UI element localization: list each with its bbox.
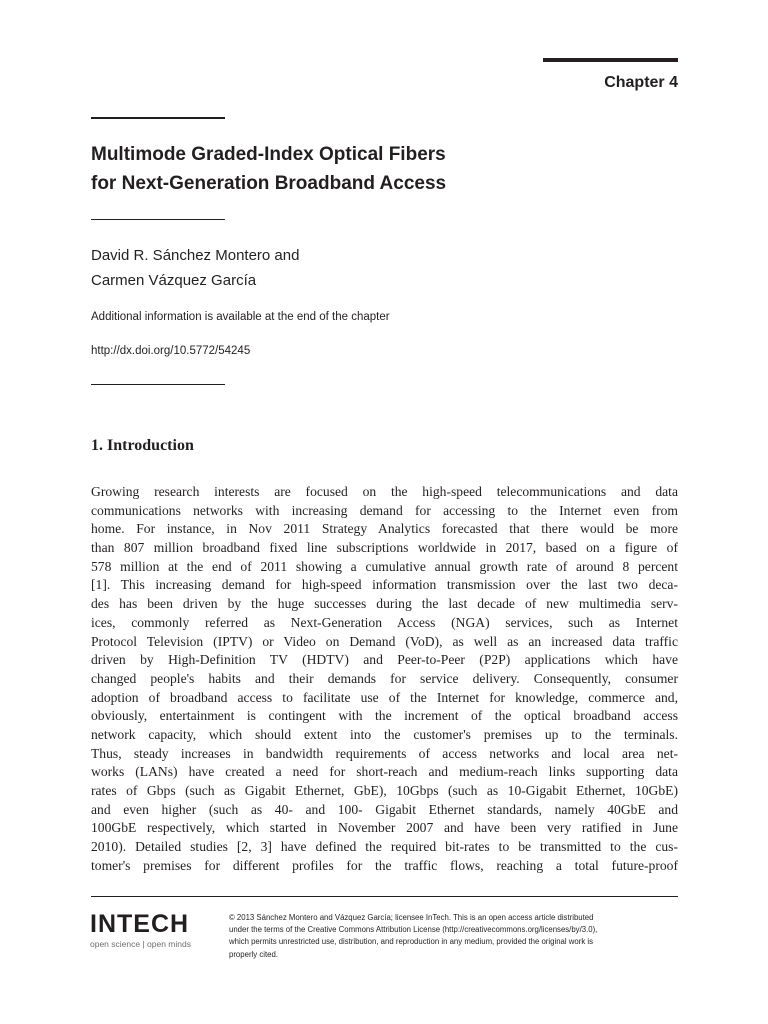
author-line-1: David R. Sánchez Montero and	[91, 247, 300, 264]
header-rule	[543, 58, 678, 62]
body-line: [1]. This increasing demand for high-speed information transmission over the last two deca‐	[91, 577, 678, 593]
doi-link[interactable]: http://dx.doi.org/10.5772/54245	[91, 345, 251, 357]
body-line: Thus, steady increases in bandwidth requirements of access networks and local area net‐	[91, 745, 678, 761]
body-line: changed people's habits and their demands for service delivery. Consequently, consumer	[91, 670, 678, 686]
body-line: works (LANs) have created a need for short-reach and medium-reach links supporting data	[91, 764, 678, 780]
author-line-2: Carmen Vázquez García	[91, 272, 257, 289]
body-line: network capacity, which should extent into the customer's premises up to the terminals.	[91, 726, 678, 742]
body-text	[91, 483, 678, 875]
license-text	[229, 912, 674, 961]
license-line: © 2013 Sánchez Montero and Vázquez García; licensee InTech. This is an open access article distributed	[229, 913, 594, 922]
body-line: than 807 million broadband fixed line subscriptions worldwide in 2017, based on a figure of	[91, 540, 678, 556]
body-line: 2010). Detailed studies [2, 3] have defined the required bit-rates to be transmitted to the cus‐	[91, 839, 678, 855]
chapter-label: Chapter 4	[604, 74, 678, 91]
logo-tagline: open science | open minds	[90, 939, 191, 949]
license-line: under the terms of the Creative Commons Attribution License (http://creativecommons.org/licenses/by/3.0),	[229, 925, 598, 935]
license-line: which permits unrestricted use, distribution, and reproduction in any medium, provided the original work is	[229, 937, 594, 947]
footer-rule	[91, 896, 678, 897]
body-line: communications networks with increasing demand for accessing to the Internet even from	[91, 502, 678, 518]
meta-bottom-rule	[91, 384, 225, 385]
intech-logo	[90, 910, 191, 949]
body-line: and even higher (such as 40- and 100- Gigabit Ethernet standards, namely 40GbE and	[91, 801, 678, 817]
body-line: rates of Gbps (such as Gigabit Ethernet, GbE), 10Gbps (such as 10-Gigabit Ethernet, 10GbE)	[91, 783, 678, 798]
body-line: 100GbE respectively, which started in November 2007 and have been very ratified in June	[91, 820, 678, 836]
body-line: des has been driven by the huge successes during the last decade of new multimedia serv‐	[91, 596, 678, 612]
authors	[91, 243, 299, 293]
body-line: adoption of broadband access to facilitate use of the Internet for knowledge, commerce and,	[91, 689, 678, 705]
body-line: driven by High-Definition TV (HDTV) and Peer-to-Peer (P2P) applications which have	[91, 652, 678, 668]
title-line-1: Multimode Graded-Index Optical Fibers	[91, 144, 446, 165]
body-line: tomer's premises for different profiles for the traffic flows, reaching a total future-proof	[91, 857, 678, 873]
body-line: Protocol Television (IPTV) or Video on Demand (VoD), as well as an increased data traffic	[91, 633, 678, 649]
body-line: home. For instance, in Nov 2011 Strategy Analytics forecasted that there would be more	[91, 521, 678, 537]
section-heading: 1. Introduction	[91, 437, 194, 454]
title-bottom-rule	[91, 219, 225, 220]
title-line-2: for Next-Generation Broadband Access	[91, 173, 447, 194]
license-line: properly cited.	[229, 949, 278, 959]
title-top-rule	[91, 117, 225, 119]
chapter-title	[91, 140, 611, 198]
body-line: 578 million at the end of 2011 showing a cumulative annual growth rate of around 8 percent	[91, 558, 678, 574]
logo-name: INTECH	[90, 910, 190, 938]
additional-info: Additional information is available at the end of the chapter	[91, 311, 390, 323]
body-line: Growing research interests are focused on the high-speed telecommunications and data	[91, 484, 678, 499]
body-line: ices, commonly referred as Next-Generation Access (NGA) services, such as Internet	[91, 614, 678, 630]
body-line: obviously, entertainment is contingent with the increment of the optical broadband access	[91, 708, 678, 724]
